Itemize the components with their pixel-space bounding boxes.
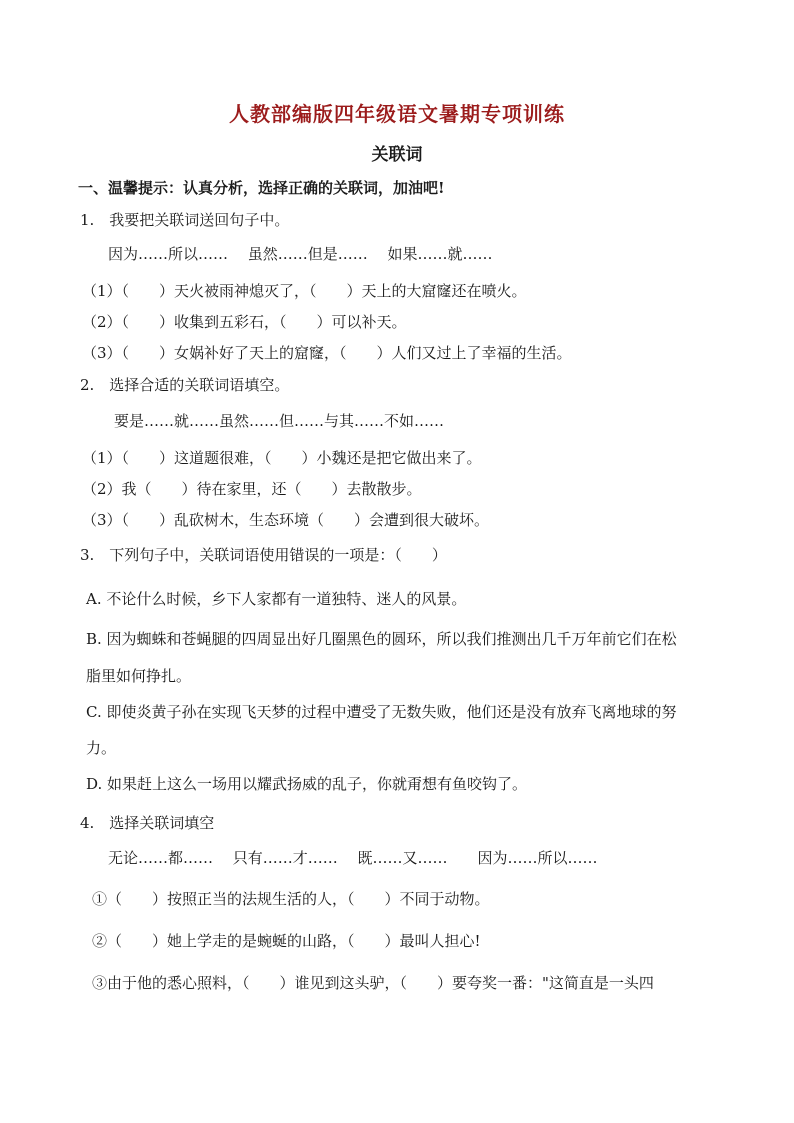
q2-item-2: （2）我（ ）待在家里，还（ ）去散散步。 xyxy=(82,480,422,498)
q1-item-2: （2）（ ）收集到五彩石，（ ）可以补天。 xyxy=(82,313,407,331)
q3-option-d: D. 如果赶上这么一场用以耀武扬威的乱子，你就甭想有鱼咬钩了。 xyxy=(86,775,528,793)
section-heading: 一、温馨提示：认真分析，选择正确的关联词，加油吧! xyxy=(78,179,445,197)
q3-option-b-line2: 脂里如何挣扎。 xyxy=(86,667,192,685)
q3-option-a: A. 不论什么时候，乡下人家都有一道独特、迷人的风景。 xyxy=(86,590,467,608)
document-title: 人教部编版四年级语文暑期专项训练 xyxy=(229,102,565,126)
q1-options: 因为……所以…… 虽然……但是…… 如果……就…… xyxy=(108,245,493,263)
q2-options: 要是……就……虽然……但……与其……不如…… xyxy=(114,412,445,430)
q4-item-2: ②（ ）她上学走的是蜿蜒的山路，（ ）最叫人担心! xyxy=(92,932,481,950)
q3-option-c-line2: 力。 xyxy=(86,739,117,757)
q1-item-1: （1）（ ）天火被雨神熄灭了，（ ）天上的大窟窿还在喷火。 xyxy=(82,282,527,300)
q4-stem: 4. 选择关联词填空 xyxy=(80,814,215,832)
document-subtitle: 关联词 xyxy=(371,145,423,165)
q1-stem: 1. 我要把关联词送回句子中。 xyxy=(80,211,290,229)
q1-item-3: （3）（ ）女娲补好了天上的窟窿，（ ）人们又过上了幸福的生活。 xyxy=(82,344,572,362)
q2-item-1: （1）（ ）这道题很难，（ ）小魏还是把它做出来了。 xyxy=(82,449,482,467)
q4-item-3: ③由于他的悉心照料，（ ）谁见到这头驴，（ ）要夸奖一番："这简直是一头四 xyxy=(92,974,654,992)
q2-item-3: （3）（ ）乱砍树木，生态环境（ ）会遭到很大破坏。 xyxy=(82,511,490,529)
q3-stem: 3. 下列句子中，关联词语使用错误的一项是：（ ） xyxy=(80,546,447,564)
q4-options: 无论……都…… 只有……才…… 既……又…… 因为……所以…… xyxy=(108,849,598,867)
q4-item-1: ①（ ）按照正当的法规生活的人，（ ）不同于动物。 xyxy=(92,890,490,908)
q2-stem: 2. 选择合适的关联词语填空。 xyxy=(80,376,290,394)
q3-option-b-line1: B. 因为蜘蛛和苍蝇腿的四周显出好几圈黑色的圆环，所以我们推测出几千万年前它们在松 xyxy=(86,630,677,648)
q3-option-c-line1: C. 即使炎黄子孙在实现飞天梦的过程中遭受了无数失败，他们还是没有放弃飞离地球的努 xyxy=(86,703,677,721)
